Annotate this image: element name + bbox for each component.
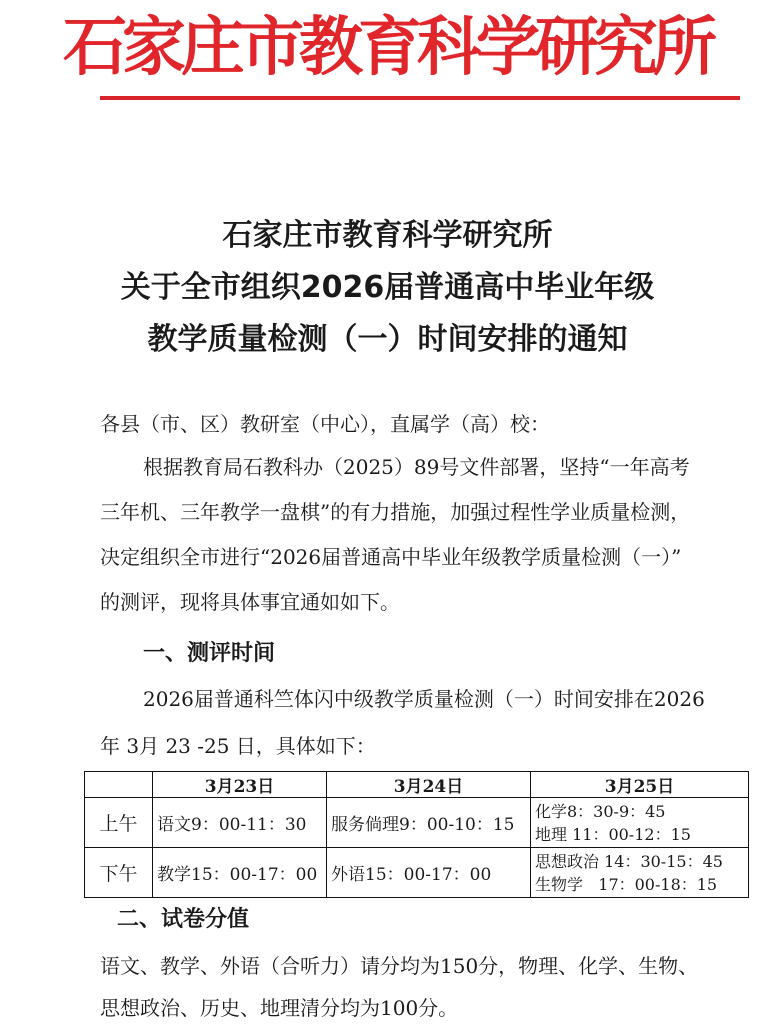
- schedule-header-corner: [85, 772, 153, 798]
- paragraph-1-line-3: 决定组织全市进行“2026届普通高中毕业年级教学质量检测（一）”: [100, 545, 682, 569]
- exam-cell-double: [531, 798, 749, 848]
- exam-cell: 语文9：00-11：30: [153, 798, 327, 848]
- exam-entry: 地理 11：00-12：15: [535, 824, 691, 844]
- letterhead-org-name: 石家庄市教育科学研究所: [63, 11, 712, 85]
- paragraph-1-line-2: 三年机、三年教学一盘棋”的有力措施，加强过程性学业质量检测，: [100, 500, 691, 524]
- schedule-header-day-3: 3月25日: [531, 772, 749, 798]
- notice-title-line-1: 石家庄市教育科学研究所: [222, 218, 553, 253]
- letterhead-red-rule: [100, 96, 740, 100]
- schedule-header-day-2: 3月24日: [327, 772, 531, 798]
- exam-cell-double: [531, 848, 749, 898]
- section-1-line-1: 2026届普通科竺体闪中级教学质量检测（一）时间安排在2026: [143, 687, 705, 711]
- schedule-table: [84, 771, 749, 898]
- exam-entry: 生物学 17：00-18：15: [535, 874, 718, 894]
- paragraph-1-line-1: 根据教育局石教科办（2025）89号文件部署，坚持“一年高考: [143, 455, 690, 479]
- notice-title-line-2: 关于全市组织2026届普通高中毕业年级: [120, 270, 655, 305]
- schedule-row-morning: [85, 798, 749, 848]
- section-2-line-2: 思想政治、历史、地理清分均为100分。: [100, 996, 459, 1020]
- section-1-heading: 一、测评时间: [143, 641, 276, 666]
- schedule-header-row: [85, 772, 749, 798]
- section-2-heading: 二、试卷分值: [117, 907, 250, 932]
- exam-entry: 思想政治 14：30-15：45: [535, 851, 723, 871]
- schedule-header-day-1: 3月23日: [153, 772, 327, 798]
- exam-cell: 教学15：00-17：00: [153, 848, 327, 898]
- section-2-line-1: 语文、教学、外语（合听力）请分均为150分，物理、化学、生物、: [100, 954, 699, 978]
- paragraph-1-line-4: 的测评，现将具体事宜通如如下。: [100, 590, 400, 614]
- exam-cell: 服务倘理9：00-10：15: [327, 798, 531, 848]
- period-label-morning: 上午: [85, 798, 153, 848]
- exam-cell: 外语15：00-17：00: [327, 848, 531, 898]
- period-label-afternoon: 下午: [85, 848, 153, 898]
- exam-entry: 化学8：30-9：45: [535, 801, 666, 821]
- section-1-line-2: 年 3月 23 -25 日，具体如下：: [100, 734, 376, 758]
- schedule-row-afternoon: [85, 848, 749, 898]
- notice-title-line-3: 教学质量检测（一）时间安排的通知: [147, 322, 628, 357]
- salutation: 各县（市、区）教研室（中心），直属学（高）校：: [100, 412, 550, 436]
